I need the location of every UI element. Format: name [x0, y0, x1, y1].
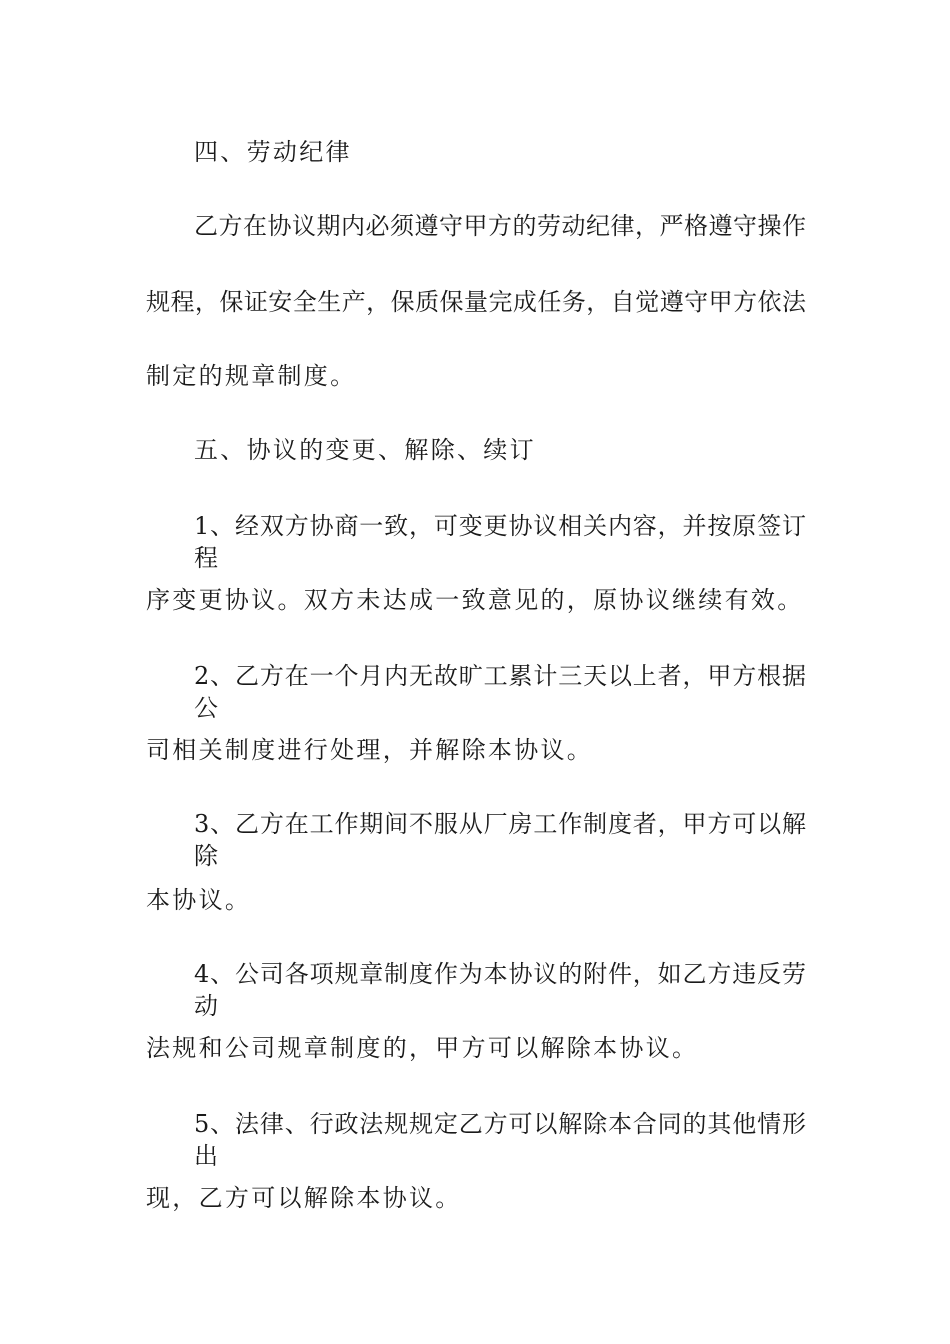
- paragraph-line: 5、法律、行政法规规定乙方可以解除本合同的其他情形出: [194, 1110, 806, 1170]
- paragraph-line: 2、乙方在一个月内无故旷工累计三天以上者，甲方根据公: [194, 662, 806, 722]
- paragraph-line: 4、公司各项规章制度作为本协议的附件，如乙方违反劳动: [194, 960, 806, 1020]
- section-heading-labor-discipline: 四、劳动纪律: [194, 138, 352, 166]
- paragraph-line: 司相关制度进行处理，并解除本协议。: [146, 736, 594, 764]
- paragraph-line: 法规和公司规章制度的，甲方可以解除本协议。: [146, 1034, 699, 1062]
- paragraph-line: 乙方在协议期内必须遵守甲方的劳动纪律，严格遵守操作: [194, 212, 806, 240]
- paragraph-line: 本协议。: [146, 886, 252, 914]
- paragraph-line: 序变更协议。双方未达成一致意见的，原协议继续有效。: [146, 586, 804, 614]
- paragraph-line: 制定的规章制度。: [146, 362, 357, 390]
- paragraph-line: 3、乙方在工作期间不服从厂房工作制度者，甲方可以解除: [194, 810, 806, 870]
- paragraph-line: 规程，保证安全生产，保质保量完成任务，自觉遵守甲方依法: [146, 288, 806, 316]
- paragraph-line: 1、经双方协商一致，可变更协议相关内容，并按原签订程: [194, 512, 806, 572]
- paragraph-line: 现，乙方可以解除本协议。: [146, 1184, 462, 1212]
- section-heading-agreement-changes: 五、协议的变更、解除、续订: [194, 436, 536, 464]
